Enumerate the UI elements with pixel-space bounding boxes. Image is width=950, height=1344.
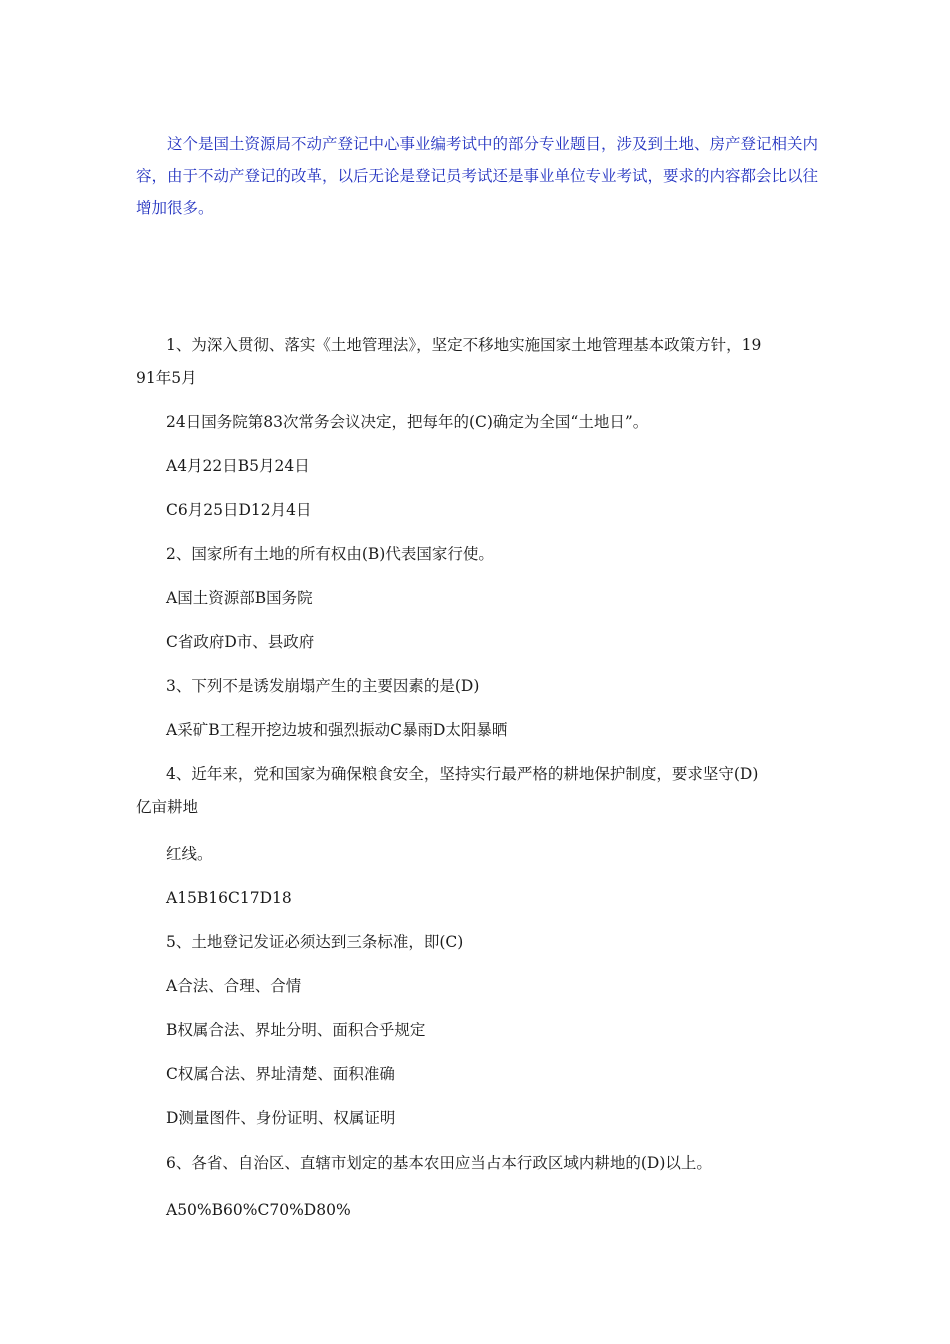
- question-1-line-3: 24日国务院第83次常务会议决定，把每年的(C)确定为全国“土地日”。: [166, 413, 649, 431]
- question-2: 2、国家所有土地的所有权由(B)代表国家行使。: [166, 545, 494, 563]
- question-5-option-a: A合法、合理、合情: [166, 977, 302, 995]
- question-6: 6、各省、自治区、直辖市划定的基本农田应当占本行政区域内耕地的(D)以上。: [166, 1154, 712, 1172]
- question-4-line-2: 亿亩耕地: [136, 798, 199, 816]
- question-4-line-3: 红线。: [166, 845, 213, 863]
- question-2-options-cd: C省政府D市、县政府: [166, 633, 315, 651]
- question-2-options-ab: A国土资源部B国务院: [166, 589, 313, 607]
- question-5-option-c: C权属合法、界址清楚、面积准确: [166, 1065, 395, 1083]
- question-3: 3、下列不是诱发崩塌产生的主要因素的是(D): [166, 677, 480, 695]
- question-4-line-1: 4、近年来，党和国家为确保粮食安全，坚持实行最严格的耕地保护制度，要求坚守(D): [166, 765, 759, 783]
- question-5-option-b: B权属合法、界址分明、面积合乎规定: [166, 1021, 426, 1039]
- intro-paragraph: 这个是国土资源局不动产登记中心事业编考试中的部分专业题目，涉及到土地、房产登记相关内容，由于不动产登记的改革，以后无论是登记员考试还是事业单位专业考试，要求的内容都会比以往增加很多。: [136, 135, 819, 217]
- question-6-options: A50%B60%C70%D80%: [166, 1201, 351, 1219]
- question-1-options-ab: A4月22日B5月24日: [166, 457, 310, 475]
- question-5-option-d: D测量图件、身份证明、权属证明: [166, 1109, 396, 1127]
- question-1-line-2: 91年5月: [136, 369, 197, 387]
- question-3-options: A采矿B工程开挖边坡和强烈振动C暴雨D太阳暴晒: [166, 721, 508, 739]
- question-4-options: A15B16C17D18: [166, 889, 292, 907]
- question-1-options-cd: C6月25日D12月4日: [166, 501, 312, 519]
- question-5: 5、土地登记发证必须达到三条标准，即(C): [166, 933, 464, 951]
- question-1-line-1: 1、为深入贯彻、落实《土地管理法》，坚定不移地实施国家土地管理基本政策方针，19: [166, 336, 762, 354]
